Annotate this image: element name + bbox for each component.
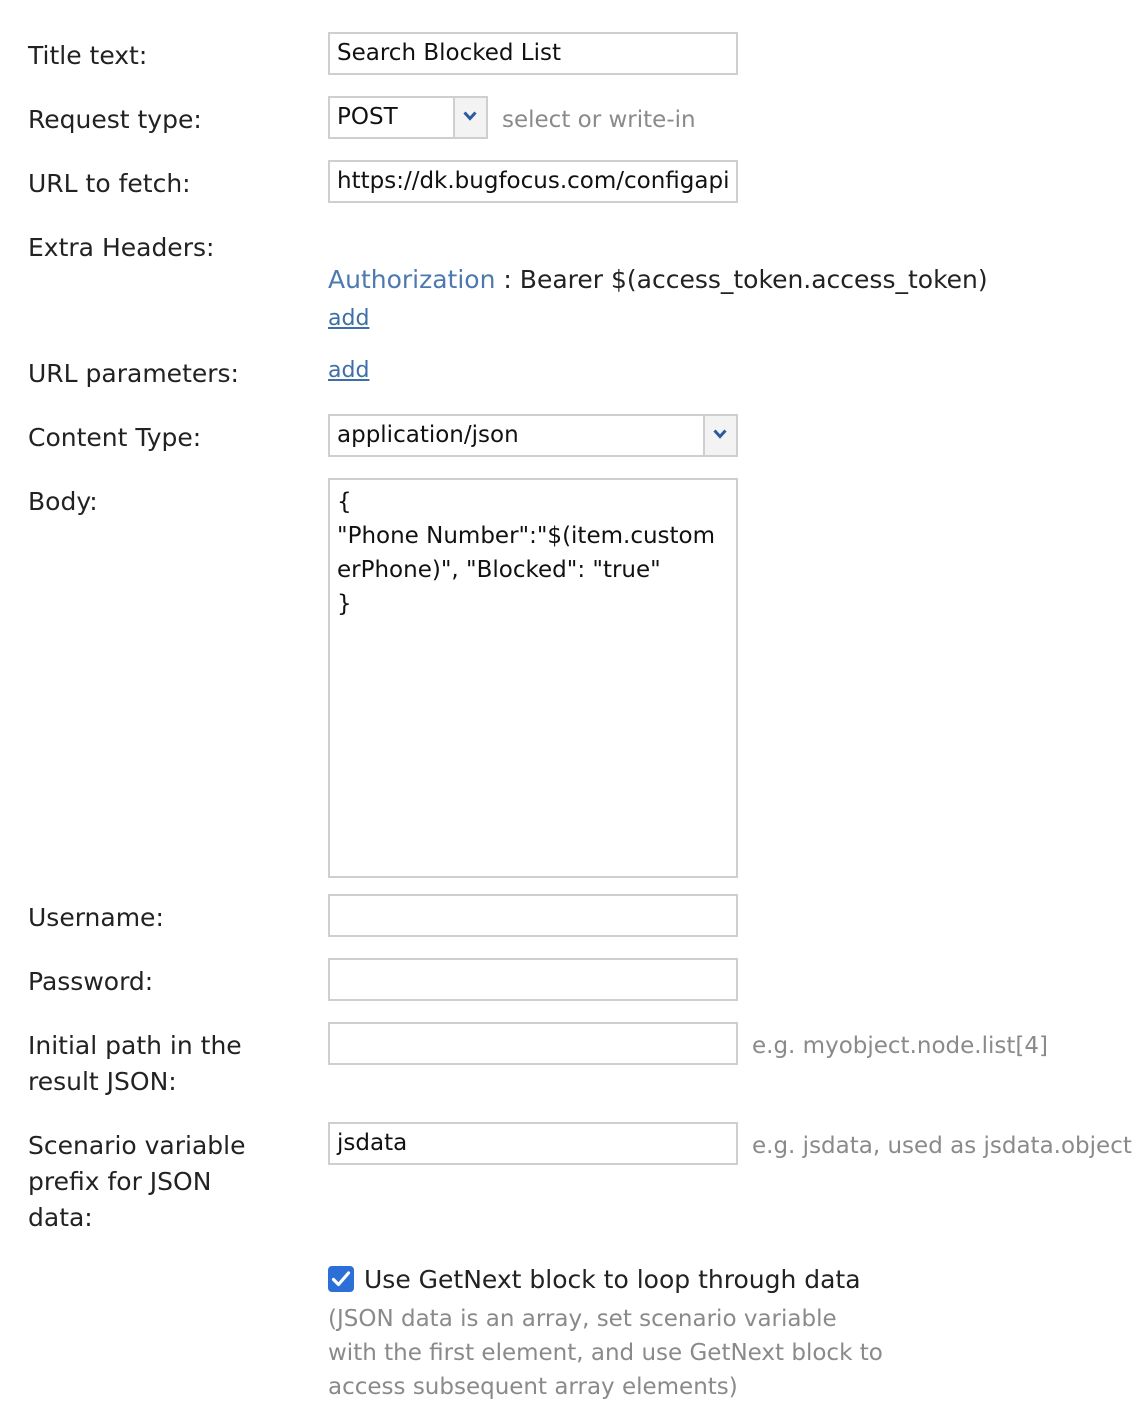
password-input[interactable] xyxy=(328,958,738,1001)
title-text-label: Title text: xyxy=(28,41,148,70)
request-type-value: POST xyxy=(337,104,398,130)
username-input[interactable] xyxy=(328,894,738,937)
body-textarea[interactable]: { "Phone Number":"$(item.customerPhone)", "Blocked": "true" } xyxy=(328,478,738,878)
variable-prefix-label-line: data: xyxy=(28,1203,93,1232)
extra-headers-label: Extra Headers: xyxy=(28,233,215,262)
initial-path-label-line: result JSON: xyxy=(28,1067,177,1096)
body-label: Body: xyxy=(28,487,98,516)
username-label: Username: xyxy=(28,903,164,932)
request-type-hint: select or write-in xyxy=(502,107,696,133)
variable-prefix-label-line: Scenario variable xyxy=(28,1131,246,1160)
request-type-label: Request type: xyxy=(28,105,202,134)
content-type-value: application/json xyxy=(337,422,519,448)
header-name[interactable]: Authorization xyxy=(328,265,496,294)
chevron-down-icon xyxy=(463,111,477,121)
chevron-down-icon xyxy=(713,429,727,439)
checkmark-icon xyxy=(331,1270,351,1288)
getnext-checkbox[interactable] xyxy=(328,1266,354,1292)
variable-prefix-hint: e.g. jsdata, used as jsdata.object xyxy=(752,1133,1132,1159)
request-type-dropdown-button[interactable] xyxy=(453,98,486,137)
variable-prefix-label-line: prefix for JSON xyxy=(28,1167,212,1196)
add-header-link[interactable]: add xyxy=(328,306,370,331)
content-type-select[interactable] xyxy=(328,414,738,457)
header-separator: : xyxy=(503,265,512,294)
title-text-input[interactable]: Search Blocked List xyxy=(328,32,738,75)
header-entry xyxy=(328,262,988,298)
getnext-label[interactable]: Use GetNext block to loop through data xyxy=(364,1265,861,1294)
content-type-label: Content Type: xyxy=(28,423,202,452)
url-parameters-label: URL parameters: xyxy=(28,359,239,388)
initial-path-label xyxy=(28,1028,242,1100)
getnext-note: (JSON data is an array, set scenario variable with the first element, and use GetNext block to access subsequent array elements) xyxy=(328,1306,883,1400)
variable-prefix-input[interactable]: jsdata xyxy=(328,1122,738,1165)
variable-prefix-label xyxy=(28,1128,245,1236)
content-type-dropdown-button[interactable] xyxy=(703,416,736,455)
url-input[interactable]: https://dk.bugfocus.com/configapi xyxy=(328,160,738,203)
initial-path-hint: e.g. myobject.node.list[4] xyxy=(752,1033,1048,1059)
add-url-parameter-link[interactable]: add xyxy=(328,358,370,383)
initial-path-label-line: Initial path in the xyxy=(28,1031,242,1060)
header-value: Bearer $(access_token.access_token) xyxy=(519,265,988,294)
initial-path-input[interactable] xyxy=(328,1022,738,1065)
url-label: URL to fetch: xyxy=(28,169,191,198)
request-type-select[interactable] xyxy=(328,96,488,139)
password-label: Password: xyxy=(28,967,154,996)
